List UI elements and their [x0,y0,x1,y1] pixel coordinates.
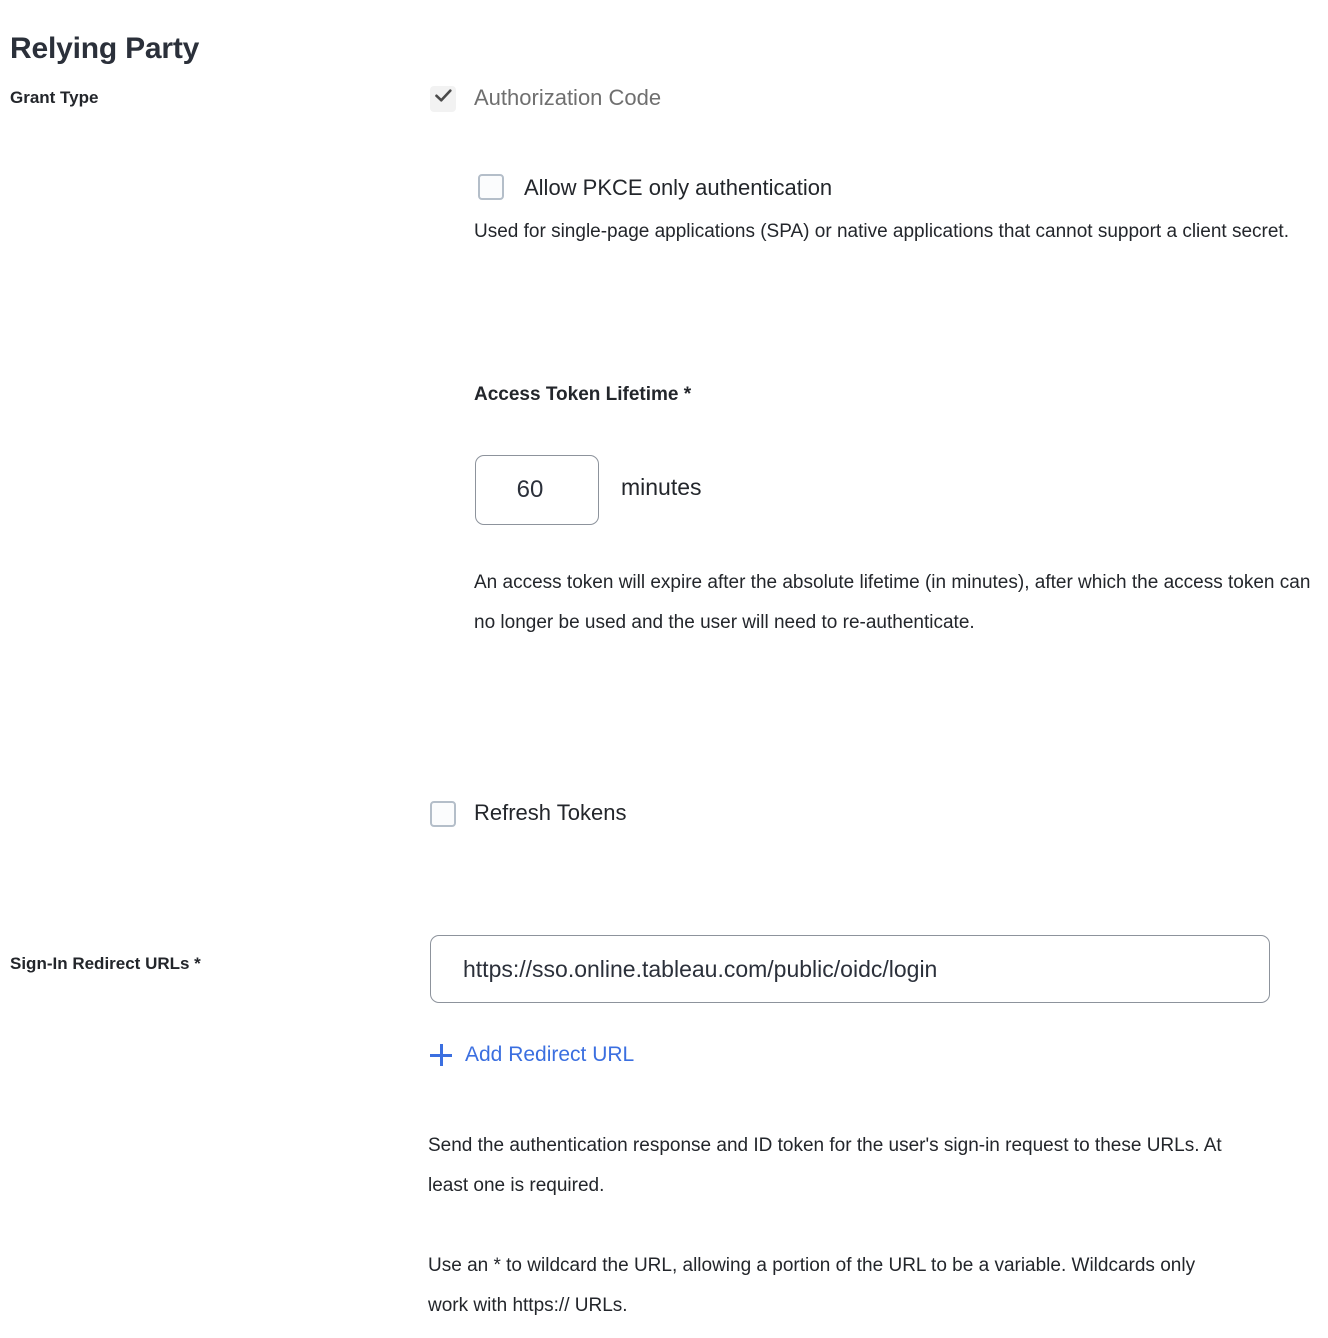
sign-in-redirect-helper-text-1: Send the authentication response and ID token for the user's sign-in request to these URLs. At least one is required. [428,1135,1222,1196]
pkce-helper-text: Used for single-page applications (SPA) or native applications that cannot support a client secret. [474,221,1289,242]
refresh-tokens-label: Refresh Tokens [474,800,627,825]
plus-icon [430,1044,452,1066]
sign-in-redirect-helper-text-2: Use an * to wildcard the URL, allowing a portion of the URL to be a variable. Wildcards only work with https:// URLs. [428,1255,1196,1316]
access-token-lifetime-input[interactable] [475,455,599,525]
access-token-lifetime-label: Access Token Lifetime * [474,384,692,405]
access-token-lifetime-helper-text: An access token will expire after the absolute lifetime (in minutes), after which the access token can no longer be used and the user will need to re-authenticate. [474,572,1311,633]
refresh-tokens-checkbox[interactable] [430,801,456,827]
check-icon [435,89,452,103]
add-redirect-url-label: Add Redirect URL [465,1043,635,1066]
add-redirect-url-button[interactable] [430,1043,634,1067]
grant-type-label: Grant Type [10,88,99,107]
page-title: Relying Party [10,32,200,66]
sign-in-redirect-urls-label: Sign-In Redirect URLs * [10,954,201,973]
sign-in-redirect-url-input[interactable] [430,935,1270,1003]
allow-pkce-only-authentication-label: Allow PKCE only authentication [524,175,833,200]
authorization-code-label: Authorization Code [474,85,662,110]
authorization-code-checkbox[interactable] [430,86,456,112]
access-token-lifetime-unit: minutes [621,474,702,500]
allow-pkce-only-authentication-checkbox[interactable] [478,174,504,200]
